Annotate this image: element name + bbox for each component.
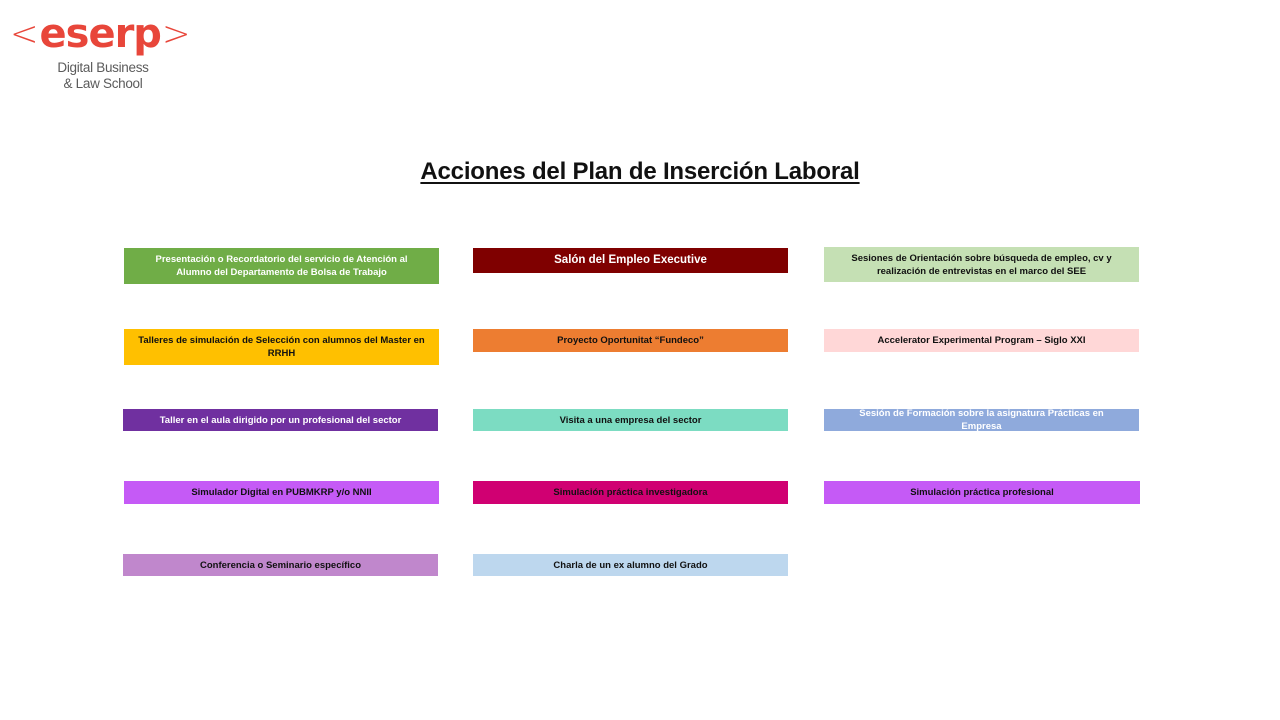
logo-bracket-right: > (161, 14, 191, 54)
logo-wordmark (10, 11, 191, 58)
action-box: Simulación práctica investigadora (473, 481, 788, 504)
logo-subtitle-line1: Digital Business (57, 60, 149, 75)
eserp-logo (10, 11, 200, 94)
action-box: Taller en el aula dirigido por un profesional del sector (123, 409, 438, 431)
logo-subtitle-line2: & Law School (63, 76, 143, 91)
action-box: Talleres de simulación de Selección con alumnos del Master en RRHH (124, 329, 439, 365)
action-box: Accelerator Experimental Program – Siglo XXI (824, 329, 1139, 352)
action-box: Simulador Digital en PUBMKRP y/o NNII (124, 481, 439, 504)
action-box: Conferencia o Seminario específico (123, 554, 438, 576)
action-box: Visita a una empresa del sector (473, 409, 788, 431)
action-box: Salón del Empleo Executive (473, 248, 788, 273)
action-box: Charla de un ex alumno del Grado (473, 554, 788, 576)
action-box: Sesión de Formación sobre la asignatura Prácticas en Empresa (824, 409, 1139, 431)
page-title: Acciones del Plan de Inserción Laboral (420, 158, 860, 185)
logo-word: eserp (39, 11, 161, 57)
action-box: Sesiones de Orientación sobre búsqueda de empleo, cv y realización de entrevistas en el marco del SEE (824, 247, 1139, 282)
action-box: Simulación práctica profesional (824, 481, 1140, 504)
action-box: Proyecto Oportunitat “Fundeco” (473, 329, 788, 352)
logo-bracket-left: < (10, 14, 39, 54)
action-box: Presentación o Recordatorio del servicio de Atención al Alumno del Departamento de Bolsa de Trabajo (124, 248, 439, 284)
logo-subtitle (48, 60, 158, 92)
